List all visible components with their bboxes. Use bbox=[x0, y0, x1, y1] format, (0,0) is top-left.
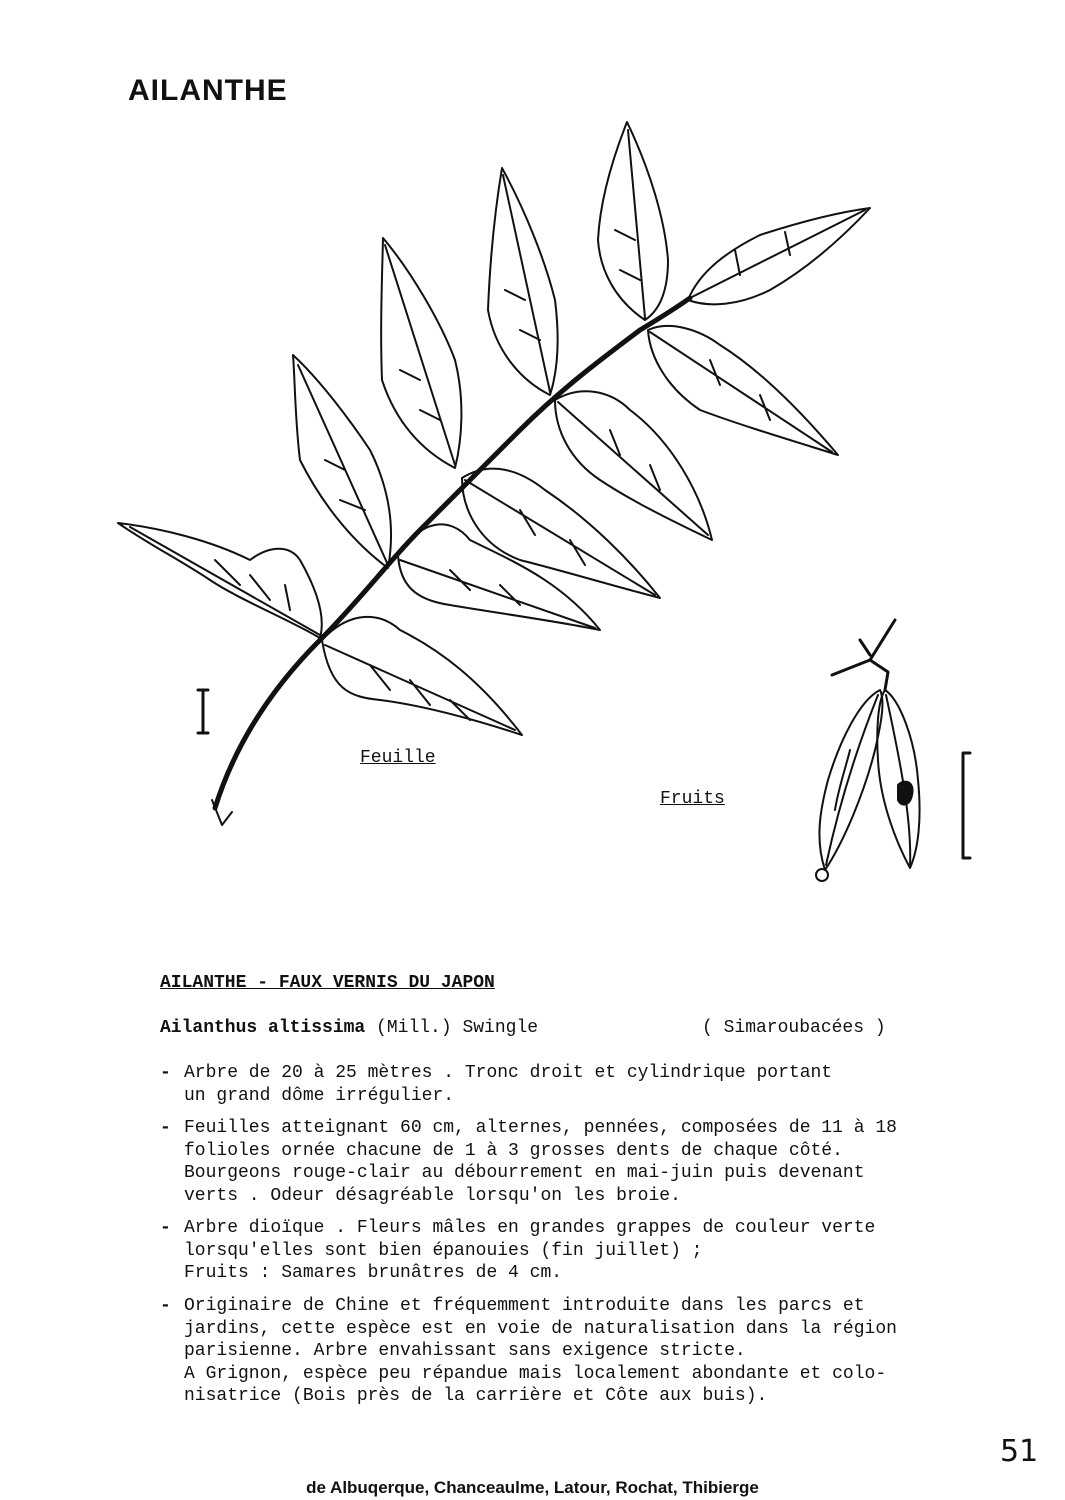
scientific-name bbox=[160, 1017, 538, 1040]
leaflet bbox=[462, 469, 660, 598]
fruit-twig bbox=[832, 620, 895, 690]
bullet-text: Feuilles atteignant 60 cm, alternes, pennées, composées de 11 à 18 folioles ornée chacune de 1 à 3 grosses dents de chaque côté. Bourgeons rouge-clair au débourrement en mai-juin puis devenant verts . Odeur désagréable lorsqu'on les broie. bbox=[184, 1118, 897, 1206]
fruits-caption: Fruits bbox=[660, 789, 725, 809]
samara bbox=[877, 690, 919, 868]
bullet-text: Originaire de Chine et fréquemment introduite dans les parcs et jardins, cette espèce est en voie de naturalisation dans la région parisienne. Arbre envahissant sans exigence stricte. A Grignon, espèce peu répandue mais localement abondante et colo- nisatrice (Bois près de la carrière et Côte aux buis). bbox=[184, 1296, 897, 1406]
page-number: 51 bbox=[1000, 1434, 1039, 1469]
leaflet bbox=[648, 326, 838, 455]
leaflet bbox=[488, 168, 558, 395]
leaf-rachis bbox=[215, 298, 690, 808]
bullet-text: Arbre de 20 à 25 mètres . Tronc droit et cylindrique portant un grand dôme irrégulier. bbox=[184, 1063, 833, 1106]
section-heading: AILANTHE - FAUX VERNIS DU JAPON bbox=[160, 973, 495, 993]
leaflet bbox=[118, 523, 322, 638]
page-title: AILANTHE bbox=[128, 74, 288, 107]
leaf-caption: Feuille bbox=[360, 748, 436, 768]
family-name: ( Simaroubacées ) bbox=[702, 1018, 886, 1038]
leaflet bbox=[322, 617, 522, 735]
species-author: (Mill.) Swingle bbox=[365, 1018, 539, 1038]
footer-authors: de Albuqerque, Chanceaulme, Latour, Rochat, Thibierge bbox=[306, 1478, 759, 1497]
samara bbox=[819, 690, 882, 870]
leaflet bbox=[598, 122, 668, 320]
scale-bar bbox=[963, 753, 970, 858]
scale-bar bbox=[198, 690, 208, 733]
species-name: Ailanthus altissima bbox=[160, 1018, 366, 1038]
leaflet bbox=[688, 208, 870, 304]
bullet-text: Arbre dioïque . Fleurs mâles en grandes grappes de couleur verte lorsqu'elles sont bien épanouies (fin juillet) ; Fruits : Samares brunâtres de 4 cm. bbox=[184, 1218, 876, 1283]
